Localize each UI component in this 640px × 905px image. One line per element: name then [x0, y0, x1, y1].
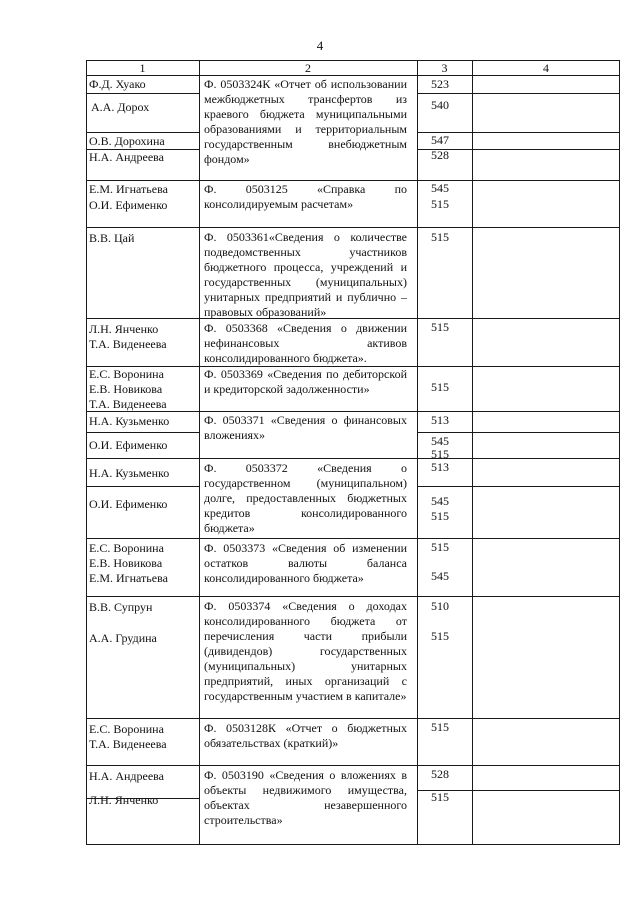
code-value: 515	[431, 629, 449, 643]
code-value: 515	[431, 197, 449, 211]
row-divider	[86, 227, 620, 228]
code-value: 515	[431, 380, 449, 394]
code-value: 528	[431, 148, 449, 162]
row-divider	[86, 596, 620, 597]
responsible-person: Е.С. Воронина	[89, 541, 164, 555]
sub-row-line	[417, 93, 620, 94]
responsible-person: О.И. Ефименко	[89, 497, 168, 511]
form-description: Ф. 0503361«Сведения о количестве подведомственных участников бюджетного процесса, учреждений и государственных (муниципальных) унитарных предприятий и публично – правовых образований»	[204, 230, 407, 319]
form-description: Ф. 0503373 «Сведения об изменении остатков валюты баланса консолидированного бюджета»	[204, 541, 407, 585]
form-description: Ф. 0503371 «Сведения о финансовых вложениях»	[204, 413, 407, 442]
responsible-person: Т.А. Виденеева	[89, 737, 167, 751]
form-description: Ф. 0503369 «Сведения по дебиторской и кредиторской задолженности»	[204, 367, 407, 396]
responsible-person: О.В. Дорохина	[89, 134, 165, 148]
form-description: Ф. 0503374 «Сведения о доходах консолидированного бюджета от перечисления части прибыли (дивидендов) государственных (муниципальных) унитарных предприятий, иных организаций с государственным участием в капитале»	[204, 599, 407, 703]
code-value: 547	[431, 133, 449, 147]
row-divider	[86, 718, 620, 719]
responsible-person: Е.С. Воронина	[89, 367, 164, 381]
code-value: 515	[431, 540, 449, 554]
sub-row-line	[86, 432, 199, 433]
report-forms-table	[86, 60, 620, 845]
code-value: 545	[431, 494, 449, 508]
code-value: 515	[431, 320, 449, 334]
column-header-3: 3	[441, 61, 448, 75]
form-description: Ф. 0503368 «Сведения о движении нефинансовых активов консолидированного бюджета».	[204, 321, 407, 365]
form-description: Ф. 0503324К «Отчет об использовании межбюджетных трансфертов из краевого бюджета муниципальными образованиями и территориальным государственным внебюджетным фондом»	[204, 77, 407, 166]
sub-row-line	[417, 432, 620, 433]
responsible-person: Е.В. Новикова	[89, 556, 163, 570]
col-line	[619, 60, 620, 845]
responsible-person: Н.А. Кузьменко	[89, 414, 170, 428]
form-description: Ф. 0503190 «Сведения о вложениях в объекты недвижимого имущества, объектах незавершенного строительства»	[204, 768, 407, 827]
responsible-person: О.И. Ефименко	[89, 198, 168, 212]
responsible-person: Н.А. Андреева	[89, 150, 165, 164]
page-number: 4	[316, 38, 324, 53]
code-value: 515	[431, 230, 449, 244]
col-line	[199, 60, 200, 845]
code-value: 528	[431, 767, 449, 781]
responsible-person: Л.Н. Янченко	[89, 322, 159, 336]
row-divider	[86, 538, 620, 539]
code-value: 510	[431, 599, 449, 613]
responsible-person: Н.А. Кузьменко	[89, 466, 170, 480]
responsible-person: В.В. Цай	[89, 231, 135, 245]
responsible-person: А.А. Дорох	[91, 100, 150, 114]
code-value: 545	[431, 569, 449, 583]
sub-row-line	[86, 93, 199, 94]
responsible-person: Е.М. Игнатьева	[89, 571, 168, 585]
code-value: 545	[431, 434, 449, 448]
col-line	[417, 60, 418, 845]
column-header-1: 1	[139, 61, 146, 75]
responsible-person: Е.М. Игнатьева	[89, 182, 168, 196]
form-description: Ф. 0503128К «Отчет о бюджетных обязательствах (краткий)»	[204, 721, 407, 750]
header-divider	[86, 75, 620, 76]
form-description: Ф. 0503125 «Справка по консолидируемым расчетам»	[204, 182, 407, 211]
responsible-person: Н.А. Андреева	[89, 769, 165, 783]
code-value: 523	[431, 77, 449, 91]
table-bottom-border	[86, 844, 620, 845]
responsible-person: В.В. Супрун	[89, 600, 153, 614]
code-value: 545	[431, 181, 449, 195]
responsible-person: Л.Н. Янченко	[89, 793, 159, 807]
code-value: 515	[431, 790, 449, 804]
code-value: 515	[431, 720, 449, 734]
row-divider	[86, 180, 620, 181]
code-value: 515	[431, 509, 449, 523]
code-value: 513	[431, 460, 449, 474]
responsible-person: Ф.Д. Хуако	[89, 77, 146, 91]
column-header-4: 4	[543, 61, 549, 75]
responsible-person: Е.В. Новикова	[89, 382, 163, 396]
form-description: Ф. 0503372 «Сведения о государственном (муниципальном) долге, предоставленных бюджетных кредитов консолидированного бюджета»	[204, 461, 407, 535]
responsible-person: Е.С. Воронина	[89, 722, 164, 736]
responsible-person: Т.А. Виденеева	[89, 337, 167, 351]
row-divider	[86, 765, 620, 766]
code-value: 540	[431, 98, 449, 112]
sub-row-line	[86, 132, 199, 133]
responsible-person: Т.А. Виденеева	[89, 397, 167, 411]
sub-row-line	[86, 486, 199, 487]
code-value: 515	[431, 447, 449, 461]
col-line	[472, 60, 473, 845]
row-divider	[86, 458, 620, 459]
col-line	[86, 60, 87, 845]
sub-row-line	[417, 486, 620, 487]
code-value: 513	[431, 413, 449, 427]
responsible-person: О.И. Ефименко	[89, 438, 168, 452]
responsible-person: А.А. Грудина	[89, 631, 157, 645]
column-header-2: 2	[305, 61, 311, 75]
